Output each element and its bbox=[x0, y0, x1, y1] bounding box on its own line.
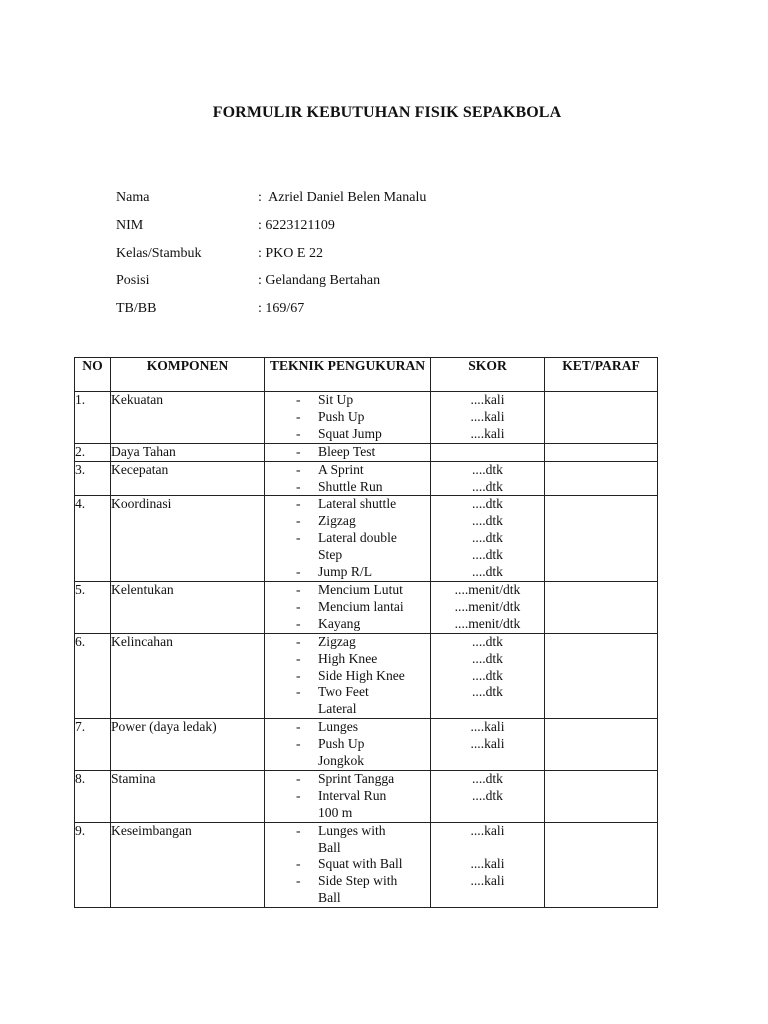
score-blank: ....dtk bbox=[472, 496, 503, 512]
bullet-dash: - bbox=[296, 856, 301, 872]
table-row bbox=[75, 496, 658, 582]
technique-item bbox=[265, 599, 430, 616]
technique-label: Step bbox=[318, 547, 343, 563]
component-name: Power (daya ledak) bbox=[111, 719, 265, 771]
ket-paraf-cell bbox=[545, 461, 658, 496]
bullet-dash: - bbox=[296, 513, 301, 529]
bullet-dash: - bbox=[296, 615, 301, 631]
table-row bbox=[75, 581, 658, 633]
technique-item bbox=[265, 409, 430, 426]
measurement-techniques bbox=[265, 461, 431, 496]
ket-paraf-cell bbox=[545, 496, 658, 582]
technique-label: Mencium Lutut bbox=[318, 581, 403, 597]
technique-label: High Knee bbox=[318, 650, 378, 666]
measurement-techniques bbox=[265, 581, 431, 633]
technique-item bbox=[265, 719, 430, 736]
table-header-row bbox=[75, 358, 658, 392]
technique-label: Lunges bbox=[318, 719, 359, 735]
technique-label: Push Up bbox=[318, 736, 365, 752]
component-name: Kelentukan bbox=[111, 581, 265, 633]
component-name: Stamina bbox=[111, 770, 265, 822]
bullet-dash: - bbox=[296, 598, 301, 614]
score-blank bbox=[431, 840, 544, 857]
technique-item bbox=[265, 444, 430, 461]
score-blank: ....dtk bbox=[472, 633, 503, 649]
header-komponen: KOMPONEN bbox=[111, 358, 265, 392]
document-title: FORMULIR KEBUTUHAN FISIK SEPAKBOLA bbox=[212, 104, 562, 121]
score-blank: ....kali bbox=[470, 736, 505, 752]
row-number: 1. bbox=[75, 392, 111, 444]
score-cell bbox=[431, 392, 545, 444]
ket-paraf-cell bbox=[545, 633, 658, 719]
technique-item bbox=[265, 873, 430, 890]
bullet-dash: - bbox=[296, 787, 301, 803]
bullet-dash: - bbox=[296, 719, 301, 735]
measurement-techniques bbox=[265, 443, 431, 461]
technique-label: Two Feet bbox=[318, 684, 369, 700]
bullet-dash: - bbox=[296, 684, 301, 700]
score-blank: ....dtk bbox=[472, 547, 503, 563]
header-skor: SKOR bbox=[431, 358, 545, 392]
score-blank: ....dtk bbox=[472, 513, 503, 529]
bullet-dash: - bbox=[296, 461, 301, 477]
score-blank bbox=[431, 444, 544, 461]
technique-item bbox=[265, 701, 430, 718]
info-value: : Azriel Daniel Belen Manalu bbox=[258, 190, 427, 205]
technique-item bbox=[265, 771, 430, 788]
row-number: 5. bbox=[75, 581, 111, 633]
score-blank bbox=[431, 753, 544, 770]
score-blank: ....dtk bbox=[472, 461, 503, 477]
technique-label: Sprint Tangga bbox=[318, 770, 395, 786]
bullet-dash: - bbox=[296, 633, 301, 649]
score-cell bbox=[431, 443, 545, 461]
table-row bbox=[75, 443, 658, 461]
score-cell bbox=[431, 770, 545, 822]
technique-item bbox=[265, 582, 430, 599]
row-number: 9. bbox=[75, 822, 111, 908]
info-value: : PKO E 22 bbox=[258, 245, 323, 261]
technique-item bbox=[265, 788, 430, 805]
technique-item bbox=[265, 856, 430, 873]
technique-item bbox=[265, 805, 430, 822]
info-label: Nama bbox=[116, 190, 150, 205]
technique-item bbox=[265, 462, 430, 479]
table-row bbox=[75, 392, 658, 444]
technique-item bbox=[265, 753, 430, 770]
technique-item bbox=[265, 840, 430, 857]
score-cell bbox=[431, 496, 545, 582]
component-name: Kekuatan bbox=[111, 392, 265, 444]
physical-test-table bbox=[74, 357, 658, 908]
technique-item bbox=[265, 668, 430, 685]
technique-label: Jump R/L bbox=[318, 564, 373, 580]
header-no: NO bbox=[75, 358, 111, 392]
score-blank: ....kali bbox=[470, 392, 505, 407]
table-row bbox=[75, 461, 658, 496]
technique-item bbox=[265, 651, 430, 668]
technique-label: Zigzag bbox=[318, 633, 356, 649]
measurement-techniques bbox=[265, 719, 431, 771]
ket-paraf-cell bbox=[545, 822, 658, 908]
info-value: : Gelandang Bertahan bbox=[258, 273, 381, 289]
bullet-dash: - bbox=[296, 425, 301, 441]
score-blank: ....dtk bbox=[472, 787, 503, 803]
bullet-dash: - bbox=[296, 392, 301, 407]
technique-item bbox=[265, 426, 430, 443]
component-name: Keseimbangan bbox=[111, 822, 265, 908]
score-blank bbox=[431, 890, 544, 907]
technique-item bbox=[265, 479, 430, 496]
technique-label: Side Step with bbox=[318, 873, 398, 889]
technique-item bbox=[265, 684, 430, 701]
score-blank: ....dtk bbox=[472, 478, 503, 494]
component-name: Koordinasi bbox=[111, 496, 265, 582]
technique-label: Side High Knee bbox=[318, 667, 405, 683]
technique-label: Lateral bbox=[318, 701, 357, 717]
technique-item bbox=[265, 890, 430, 907]
score-blank: ....dtk bbox=[472, 667, 503, 683]
technique-label: A Sprint bbox=[318, 461, 364, 477]
score-blank: ....kali bbox=[470, 873, 505, 889]
bullet-dash: - bbox=[296, 496, 301, 512]
technique-item bbox=[265, 564, 430, 581]
score-blank: ....menit/dtk bbox=[454, 581, 521, 597]
technique-label: Shuttle Run bbox=[318, 478, 383, 494]
score-blank: ....kali bbox=[470, 822, 505, 838]
bullet-dash: - bbox=[296, 408, 301, 424]
technique-item bbox=[265, 736, 430, 753]
table-body bbox=[75, 392, 658, 908]
score-blank: ....menit/dtk bbox=[454, 598, 521, 614]
component-name: Daya Tahan bbox=[111, 443, 265, 461]
technique-label: Lunges with bbox=[318, 822, 386, 838]
technique-item bbox=[265, 513, 430, 530]
technique-label: Zigzag bbox=[318, 513, 356, 529]
bullet-dash: - bbox=[296, 822, 301, 838]
ket-paraf-cell bbox=[545, 581, 658, 633]
technique-item bbox=[265, 616, 430, 633]
bullet-dash: - bbox=[296, 770, 301, 786]
score-blank: ....menit/dtk bbox=[454, 615, 521, 631]
table-row bbox=[75, 770, 658, 822]
technique-label: Sit Up bbox=[318, 392, 354, 407]
technique-label: Ball bbox=[318, 890, 341, 906]
bullet-dash: - bbox=[296, 650, 301, 666]
technique-item bbox=[265, 823, 430, 840]
measurement-techniques bbox=[265, 770, 431, 822]
technique-label: Squat Jump bbox=[318, 425, 382, 441]
score-cell bbox=[431, 633, 545, 719]
header-teknik: TEKNIK PENGUKURAN bbox=[265, 358, 431, 392]
info-value: : 169/67 bbox=[258, 301, 305, 317]
technique-label: Jongkok bbox=[318, 753, 365, 769]
bullet-dash: - bbox=[296, 478, 301, 494]
table-row bbox=[75, 633, 658, 719]
score-blank bbox=[431, 805, 544, 822]
score-blank bbox=[431, 701, 544, 718]
bullet-dash: - bbox=[296, 736, 301, 752]
technique-item bbox=[265, 547, 430, 564]
ket-paraf-cell bbox=[545, 770, 658, 822]
score-blank: ....kali bbox=[470, 856, 505, 872]
row-number: 6. bbox=[75, 633, 111, 719]
technique-item bbox=[265, 634, 430, 651]
score-blank: ....dtk bbox=[472, 530, 503, 546]
measurement-techniques bbox=[265, 392, 431, 444]
ket-paraf-cell bbox=[545, 392, 658, 444]
row-number: 2. bbox=[75, 443, 111, 461]
score-blank: ....kali bbox=[470, 425, 505, 441]
bullet-dash: - bbox=[296, 530, 301, 546]
score-cell bbox=[431, 581, 545, 633]
table-row bbox=[75, 719, 658, 771]
technique-item bbox=[265, 530, 430, 547]
bullet-dash: - bbox=[296, 581, 301, 597]
row-number: 3. bbox=[75, 461, 111, 496]
technique-item bbox=[265, 496, 430, 513]
technique-item bbox=[265, 392, 430, 409]
measurement-techniques bbox=[265, 496, 431, 582]
technique-label: Kayang bbox=[318, 615, 361, 631]
row-number: 4. bbox=[75, 496, 111, 582]
score-blank: ....dtk bbox=[472, 564, 503, 580]
header-ket-paraf: KET/PARAF bbox=[545, 358, 658, 392]
technique-label: Bleep Test bbox=[318, 443, 376, 459]
bullet-dash: - bbox=[296, 443, 301, 459]
score-blank: ....kali bbox=[470, 719, 505, 735]
technique-label: Squat with Ball bbox=[318, 856, 403, 872]
measurement-techniques bbox=[265, 633, 431, 719]
technique-label: 100 m bbox=[318, 804, 353, 820]
component-name: Kecepatan bbox=[111, 461, 265, 496]
row-number: 7. bbox=[75, 719, 111, 771]
technique-label: Ball bbox=[318, 839, 341, 855]
score-blank: ....dtk bbox=[472, 770, 503, 786]
measurement-techniques bbox=[265, 822, 431, 908]
score-blank: ....dtk bbox=[472, 650, 503, 666]
info-label: Posisi bbox=[116, 273, 150, 289]
technique-label: Lateral shuttle bbox=[318, 496, 397, 512]
score-blank: ....dtk bbox=[472, 684, 503, 700]
score-cell bbox=[431, 719, 545, 771]
row-number: 8. bbox=[75, 770, 111, 822]
technique-label: Push Up bbox=[318, 408, 365, 424]
component-name: Kelincahan bbox=[111, 633, 265, 719]
technique-label: Interval Run bbox=[318, 787, 387, 803]
info-value: : 6223121109 bbox=[258, 217, 335, 233]
bullet-dash: - bbox=[296, 873, 301, 889]
score-cell bbox=[431, 461, 545, 496]
ket-paraf-cell bbox=[545, 719, 658, 771]
bullet-dash: - bbox=[296, 564, 301, 580]
score-blank: ....kali bbox=[470, 408, 505, 424]
table-row bbox=[75, 822, 658, 908]
info-label: NIM bbox=[116, 217, 144, 233]
bullet-dash: - bbox=[296, 667, 301, 683]
score-cell bbox=[431, 822, 545, 908]
ket-paraf-cell bbox=[545, 443, 658, 461]
technique-label: Mencium lantai bbox=[318, 598, 404, 614]
info-label: Kelas/Stambuk bbox=[116, 245, 202, 261]
info-label: TB/BB bbox=[116, 301, 157, 317]
technique-label: Lateral double bbox=[318, 530, 397, 546]
